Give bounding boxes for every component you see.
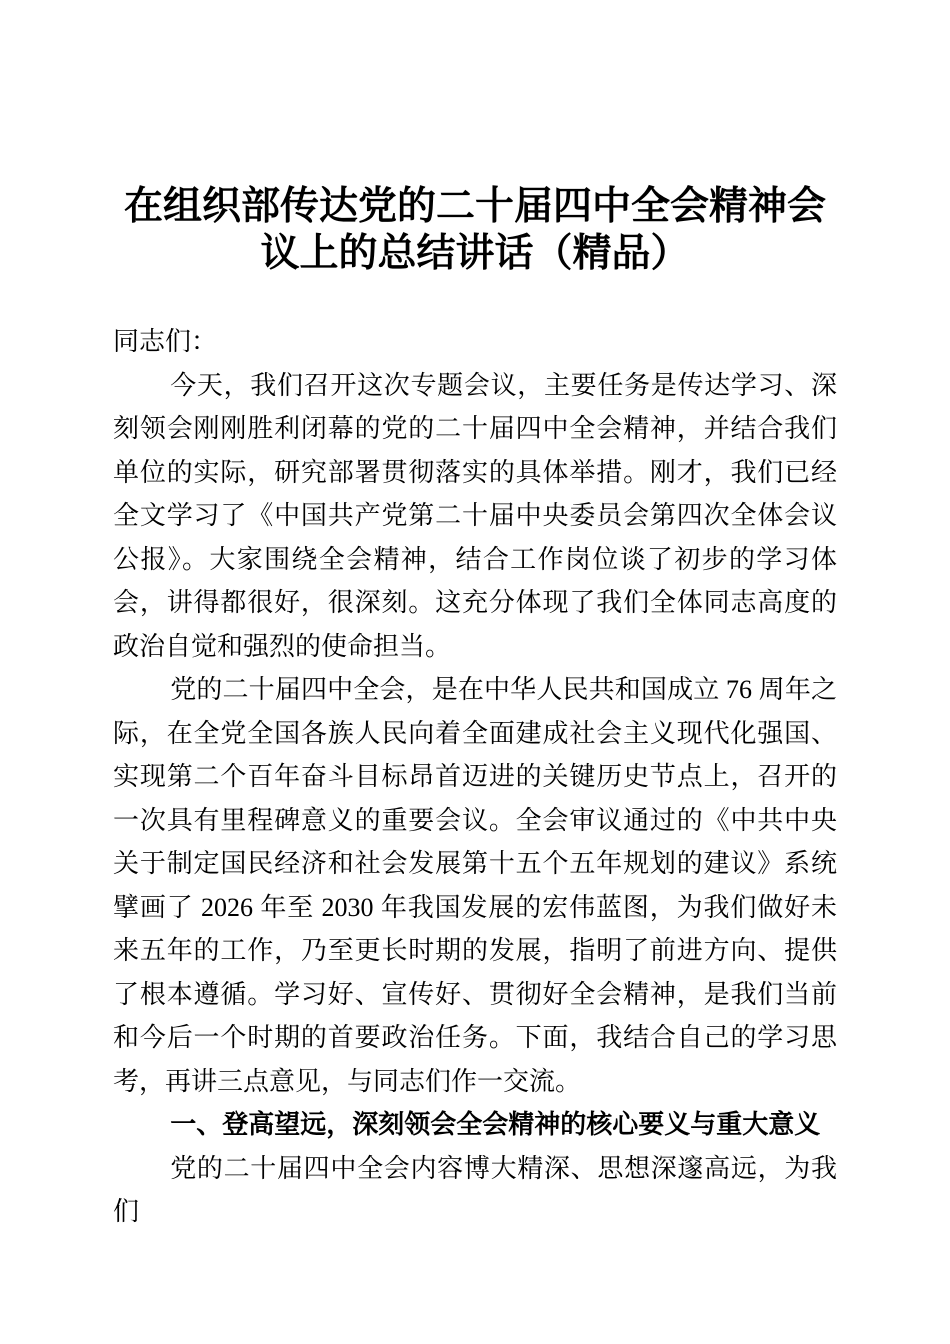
paragraph-opening: 今天，我们召开这次专题会议，主要任务是传达学习、深刻领会刚刚胜利闭幕的党的二十届四中全会精神，并结合我们单位的实际，研究部署贯彻落实的具体举措。刚才，我们已经全文学习了《中国共产党第二十届中央委员会第四次全体会议公报》。大家围绕全会精神，结合工作岗位谈了初步的学习体会，讲得都很好，很深刻。这充分体现了我们全体同志高度的政治自觉和强烈的使命担当。 — [113, 370, 837, 661]
document-title: 在组织部传达党的二十届四中全会精神会议上的总结讲话（精品） — [123, 185, 826, 275]
paragraph-plenum-significance: 党的二十届四中全会，是在中华人民共和国成立 76 周年之际，在全党全国各族人民向着全面建成社会主义现代化强国、实现第二个百年奋斗目标昂首迈进的关键历史节点上，召开的一次具有里程碑意义的重要会议。全会审议通过的《中共中央关于制定国民经济和社会发展第十五个五年规划的建议》系统擘画了 2026 年至 2030 年我国发展的宏伟蓝图，为我们做好未来五年的工作，乃至更长时期的发展，指明了前进方向、提供了根本遵循。学习好、宣传好、贯彻好全会精神，是我们当前和今后一个时期的首要政治任务。下面，我结合自己的学习思考，再讲三点意见，与同志们作一交流。 — [113, 675, 837, 1096]
section-heading-1: 一、登高望远，深刻领会全会精神的核心要义与重大意义 — [170, 1110, 821, 1139]
paragraph-section-1-body: 党的二十届四中全会内容博大精深、思想深邃高远，为我们 — [113, 1153, 837, 1226]
salutation-line: 同志们： — [113, 327, 218, 356]
